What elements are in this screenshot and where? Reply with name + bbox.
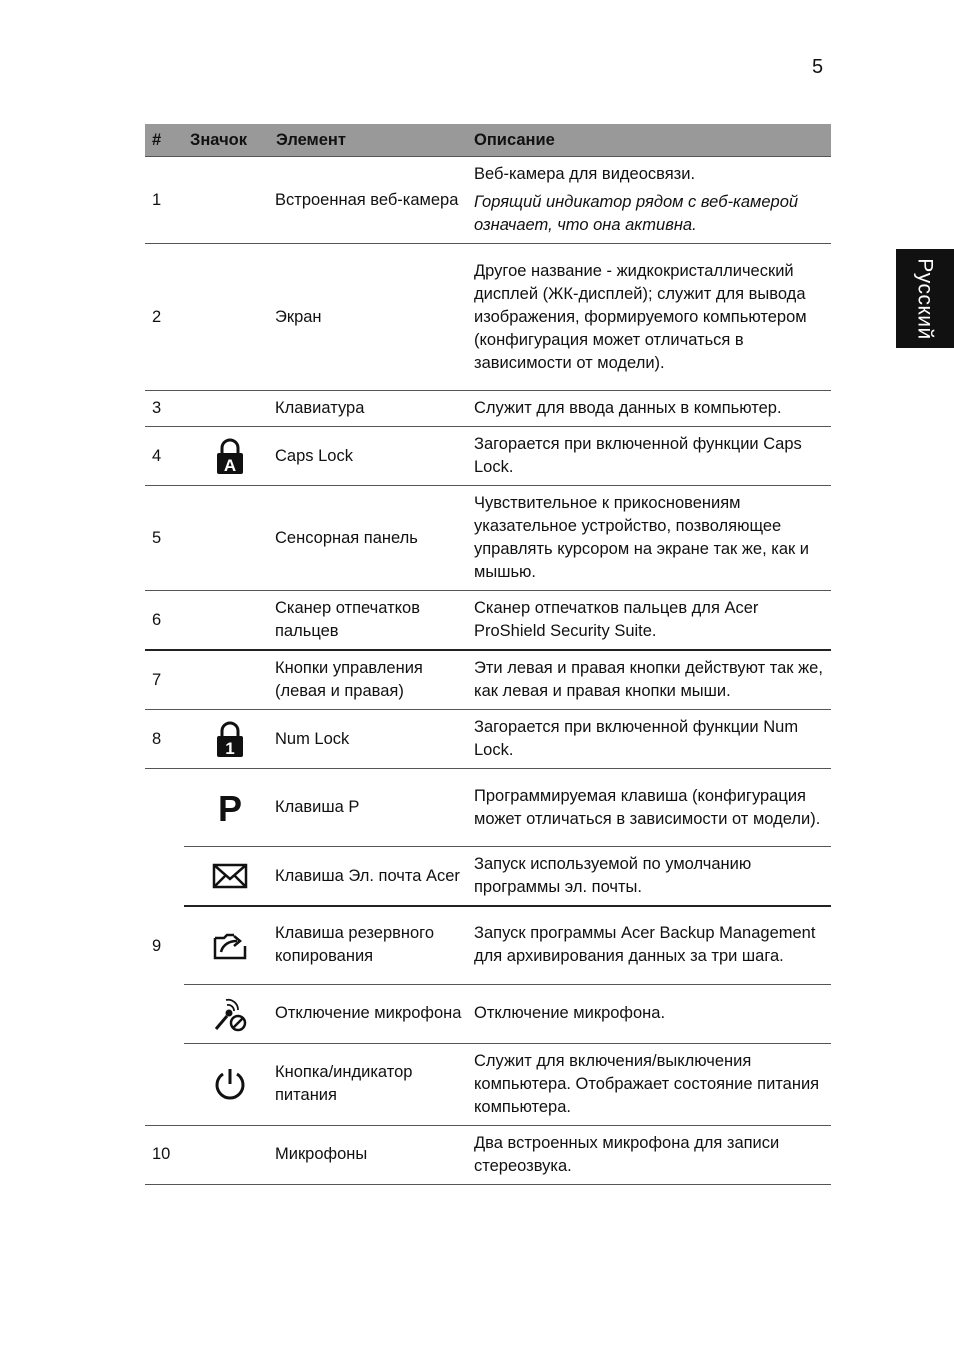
header-icon: Значок [184, 124, 275, 157]
row-number: 8 [145, 710, 184, 769]
p-key-icon [212, 789, 248, 827]
table-row [145, 244, 831, 391]
row-icon-cell [184, 847, 275, 907]
row-description: Два встроенных микрофона для записи стереозвука. [474, 1125, 831, 1184]
row-description: Другое название - жидкокристаллический дисплей (ЖК-дисплей); служит для вывода изображения, формируемого компьютером (конфигурация может отличаться в зависимости от модели). [474, 244, 831, 391]
row-description: Чувствительное к прикосновениям указательное устройство, позволяющее управлять курсором на экране так же, как и мышью. [474, 486, 831, 591]
svg-text:A: A [223, 456, 236, 475]
row-element: Клавиша резервного копирования [275, 906, 474, 984]
row-element: Num Lock [275, 710, 474, 769]
table-row [145, 847, 831, 907]
row-description [474, 157, 831, 244]
table-row [145, 391, 831, 427]
table-header-row [145, 124, 831, 157]
row-number: 4 [145, 427, 184, 486]
table-row [145, 710, 831, 769]
row-description: Служит для включения/выключения компьютера. Отображает состояние питания компьютера. [474, 1043, 831, 1125]
row-number: 10 [145, 1125, 184, 1184]
row-description: Сканер отпечатков пальцев для Acer ProShield Security Suite. [474, 591, 831, 651]
row-element: Отключение микрофона [275, 984, 474, 1043]
row-icon-cell [184, 1125, 275, 1184]
row-icon-cell [184, 906, 275, 984]
table-row [145, 769, 831, 847]
header-num: # [145, 124, 184, 157]
row-icon-cell [184, 650, 275, 710]
row-description: Запуск используемой по умолчанию программы эл. почты. [474, 847, 831, 907]
mic-mute-icon [212, 995, 248, 1033]
table-row [145, 650, 831, 710]
row-description-text: Веб-камера для видеосвязи. [474, 165, 696, 183]
row-element: Кнопки управления (левая и правая) [275, 650, 474, 710]
row-element: Клавиша Эл. почта Acer [275, 847, 474, 907]
row-icon-cell [184, 157, 275, 244]
row-description: Загорается при включенной функции Caps Lock. [474, 427, 831, 486]
table-row [145, 427, 831, 486]
email-icon [212, 857, 248, 895]
row-icon-cell [184, 769, 275, 847]
svg-text:1: 1 [224, 739, 235, 758]
row-description: Запуск программы Acer Backup Management для архивирования данных за три шага. [474, 906, 831, 984]
header-description: Описание [474, 124, 831, 157]
row-description: Эти левая и правая кнопки действуют так же, как левая и правая кнопки мыши. [474, 650, 831, 710]
power-icon [212, 1065, 248, 1103]
row-icon-cell [184, 1043, 275, 1125]
row-element: Caps Lock [275, 427, 474, 486]
row-element: Экран [275, 244, 474, 391]
row-icon-cell [184, 591, 275, 651]
table-row [145, 906, 831, 984]
row-number: 9 [145, 769, 184, 1126]
row-icon-cell [184, 984, 275, 1043]
svg-text:P: P [217, 788, 242, 827]
row-number: 5 [145, 486, 184, 591]
language-tab-label: Русский [914, 257, 938, 340]
page-number: 5 [812, 56, 824, 78]
language-tab [896, 249, 954, 348]
row-icon-cell [184, 710, 275, 769]
backup-icon [212, 926, 248, 964]
caps-lock-icon [212, 437, 248, 475]
row-element: Клавиша P [275, 769, 474, 847]
row-icon-cell [184, 427, 275, 486]
row-description: Отключение микрофона. [474, 984, 831, 1043]
row-icon-cell [184, 391, 275, 427]
row-number: 1 [145, 157, 184, 244]
row-description-note: Горящий индикатор рядом с веб-камерой означает, что она активна. [474, 193, 799, 234]
table-row [145, 157, 831, 244]
row-number: 6 [145, 591, 184, 651]
row-description: Служит для ввода данных в компьютер. [474, 391, 831, 427]
row-element: Сенсорная панель [275, 486, 474, 591]
row-number: 7 [145, 650, 184, 710]
row-element: Клавиатура [275, 391, 474, 427]
table-row [145, 984, 831, 1043]
row-element: Встроенная веб-камера [275, 157, 474, 244]
row-icon-cell [184, 486, 275, 591]
table-row [145, 591, 831, 651]
row-element: Микрофоны [275, 1125, 474, 1184]
table-row [145, 486, 831, 591]
table-row [145, 1043, 831, 1125]
header-element: Элемент [275, 124, 474, 157]
row-description: Программируемая клавиша (конфигурация может отличаться в зависимости от модели). [474, 769, 831, 847]
row-element: Сканер отпечатков пальцев [275, 591, 474, 651]
row-number: 3 [145, 391, 184, 427]
row-description: Загорается при включенной функции Num Lock. [474, 710, 831, 769]
row-element: Кнопка/индикатор питания [275, 1043, 474, 1125]
num-lock-icon [212, 720, 248, 758]
table-row [145, 1125, 831, 1184]
component-table [145, 124, 831, 1185]
row-icon-cell [184, 244, 275, 391]
row-number: 2 [145, 244, 184, 391]
